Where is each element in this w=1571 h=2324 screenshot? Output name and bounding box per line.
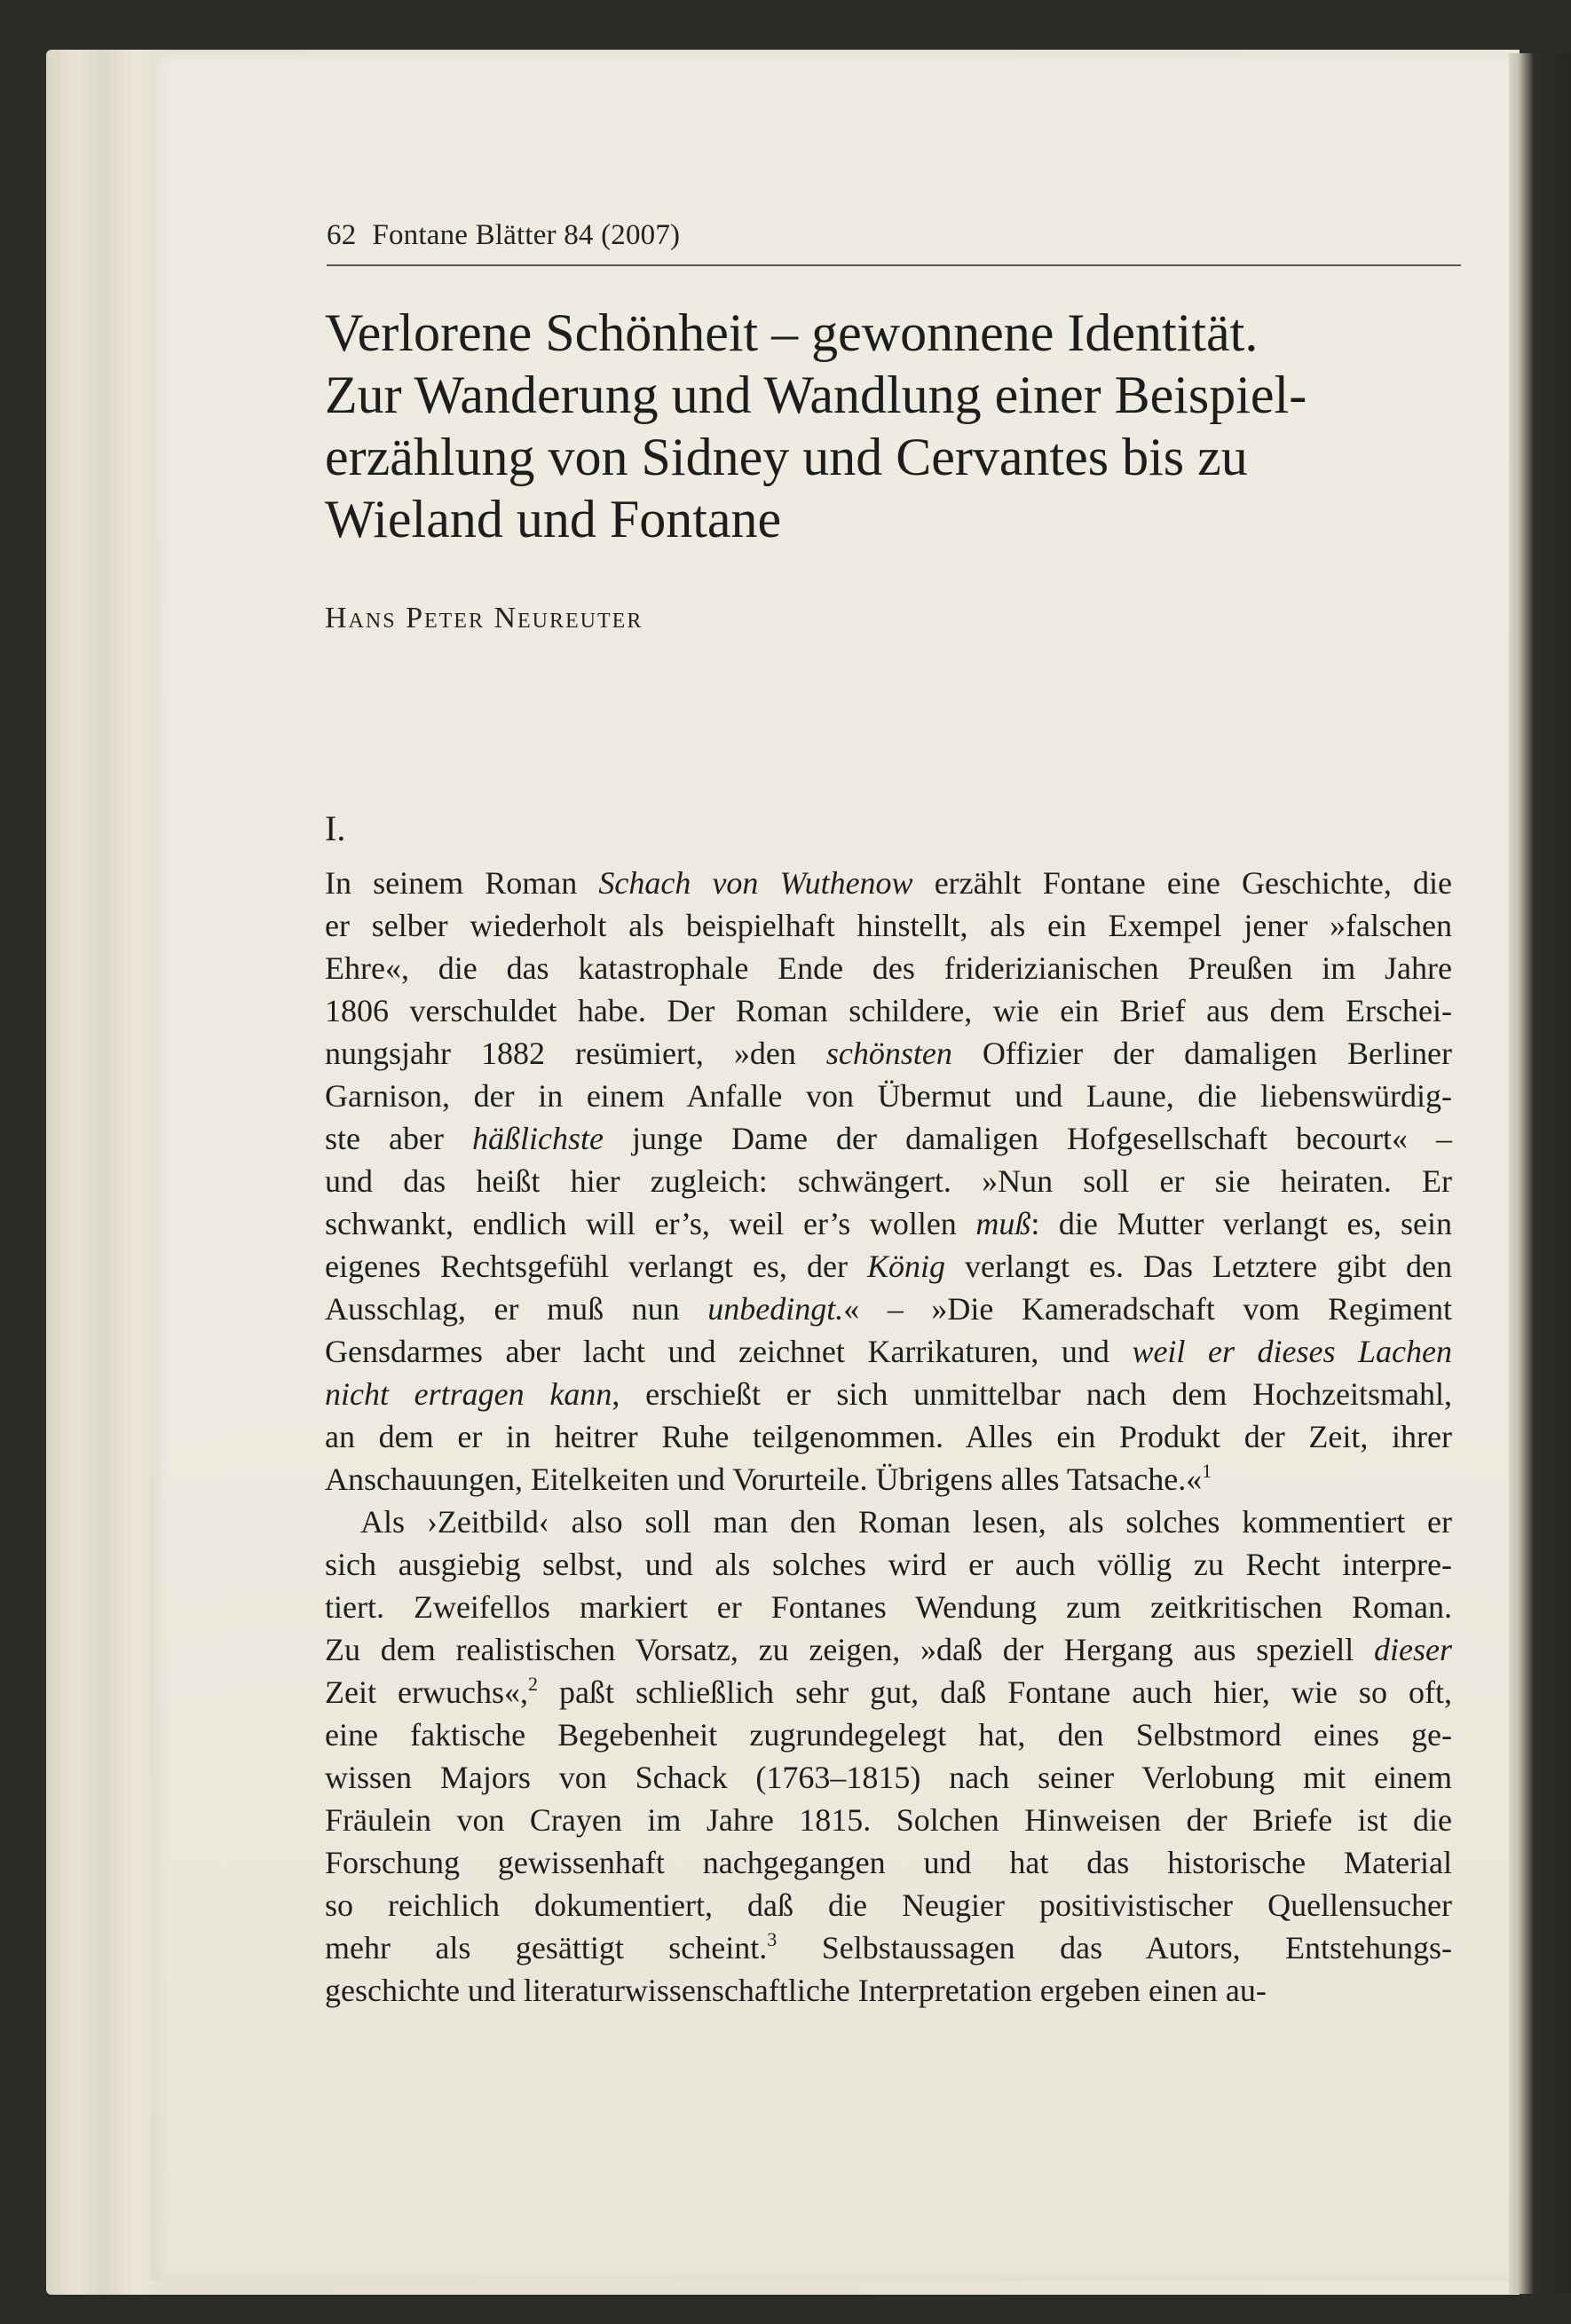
text-line [325,1671,1452,1713]
text-run: Schach von Wuthenow [598,865,913,901]
journal-title: Fontane Blätter 84 (2007) [372,219,681,251]
book-gutter [1509,53,1571,2294]
page-number: 62 [327,219,357,251]
text-run: In seinem Roman [325,865,599,901]
text-run: Gensdarmes aber lacht und zeichnet Karrikaturen, und [325,1334,1133,1369]
text-run: eigenes Rechtsgefühl verlangt es, der [325,1249,867,1284]
text-run: Als ›Zeitbild‹ also soll man den Roman lesen, als solches kommentiert er [360,1504,1452,1540]
text-run: 1806 verschuldet habe. Der Roman schildere, wie ein Brief aus dem Erschei- [325,993,1452,1028]
text-run: Anschauungen, Eitelkeiten und Vorurteile. Übrigens alles Tatsache.« [325,1461,1203,1497]
section-number: I. [325,808,346,848]
text-line [325,947,1452,989]
text-run: verlangt es. Das Letztere gibt den [944,1249,1452,1284]
text-line [325,1075,1452,1117]
text-line [325,1160,1452,1202]
text-run: schönsten [825,1036,952,1071]
title-line: Wieland und Fontane [325,490,782,548]
text-run: Fräulein von Crayen im Jahre 1815. Solchen Hinweisen der Briefe ist die [325,1802,1452,1838]
text-run: junge Dame der damaligen Hofgesellschaft becourt« – [604,1121,1452,1156]
title-line: Verlorene Schönheit – gewonnene Identität. [325,303,1259,362]
text-run: Zu dem realistischen Vorsatz, zu zeigen, »daß der Hergang aus speziell [325,1632,1375,1667]
text-run: : die Mutter verlangt es, sein [1030,1206,1452,1241]
text-run: an dem er in heitrer Ruhe teilgenommen. Alles ein Produkt der Zeit, ihrer [325,1419,1452,1454]
body-text [325,862,1452,2012]
article-title [325,302,1488,550]
text-run: sich ausgiebig selbst, und als solches wird er auch völlig zu Recht interpre- [325,1547,1452,1582]
text-run: muß [975,1206,1031,1241]
title-line: erzählung von Sidney und Cervantes bis zu [325,428,1248,486]
text-line [325,1713,1452,1756]
text-run: erzählt Fontane eine Geschichte, die [912,865,1452,901]
text-run: König [866,1249,945,1284]
text-line [325,1032,1452,1075]
text-run: tiert. Zweifellos markiert er Fontanes Wendung zum zeitkritischen Roman. [325,1589,1452,1625]
text-line [325,862,1452,904]
text-line [325,1543,1452,1586]
text-line [325,1245,1452,1288]
text-run: paßt schließlich sehr gut, daß Fontane auch hier, wie so oft, [538,1674,1452,1710]
text-run: Forschung gewissenhaft nachgegangen und hat das historische Material [325,1845,1452,1880]
text-run: schwankt, endlich will er’s, weil er’s wollen [325,1206,976,1241]
text-run: er selber wiederholt als beispielhaft hinstellt, als ein Exempel jener »falschen [325,908,1452,943]
text-line [325,1586,1452,1628]
text-line [325,1415,1452,1458]
text-run: Garnison, der in einem Anfalle von Übermut und Laune, die liebenswürdig- [325,1078,1452,1114]
text-run: eine faktische Begebenheit zugrundegelegt hat, den Selbstmord eines ge- [325,1717,1452,1753]
text-line [325,1926,1452,1969]
text-run: häßlichste [472,1121,604,1156]
text-run: Ehre«, die das katastrophale Ende des friderizianischen Preußen im Jahre [325,950,1452,986]
text-line [325,1884,1452,1926]
text-line [325,1799,1452,1841]
text-line [325,1841,1452,1884]
text-line [325,1202,1452,1245]
text-run: nicht ertragen kann [325,1376,612,1412]
text-run: mehr als gesättigt scheint. [325,1930,768,1966]
text-run: unbedingt. [707,1291,844,1327]
text-run: , erschießt er sich unmittelbar nach dem Hochzeitsmahl, [612,1376,1452,1412]
text-line [325,1288,1452,1330]
text-line [325,1501,1452,1543]
text-run: Selbstaussagen das Autors, Entstehungs- [777,1930,1453,1966]
text-run: Offizier der damaligen Berliner [951,1036,1452,1071]
text-line [325,989,1452,1032]
text-line [325,1330,1452,1373]
text-run: Ausschlag, er muß nun [325,1291,708,1327]
text-run: Zeit erwuchs«, [325,1674,528,1710]
text-line [325,1969,1452,2012]
text-line [325,1458,1452,1501]
footnote-ref: 2 [528,1673,538,1695]
text-run: nungsjahr 1882 resümiert, »den [325,1036,826,1071]
text-run: « – »Die Kameradschaft vom Regiment [843,1291,1452,1327]
text-run: wissen Majors von Schack (1763–1815) nach seiner Verlobung mit einem [325,1760,1452,1795]
text-line [325,904,1452,947]
text-run: geschichte und literaturwissenschaftliche Interpretation ergeben einen au- [325,1973,1267,2008]
title-line: Zur Wanderung und Wandlung einer Beispiel- [325,366,1307,424]
text-run: ste aber [325,1121,473,1156]
text-line [325,1628,1452,1671]
author-name: Hans Peter Neureuter [325,602,643,634]
text-run: und das heißt hier zugleich: schwängert. »Nun soll er sie heiraten. Er [325,1163,1452,1199]
text-run: dieser [1374,1632,1452,1667]
running-head [327,219,1461,266]
text-line [325,1756,1452,1799]
text-run: so reichlich dokumentiert, daß die Neugier positivistischer Quellensucher [325,1887,1452,1923]
footnote-ref: 3 [767,1928,778,1950]
text-line [325,1117,1452,1160]
footnote-ref: 1 [1202,1460,1212,1482]
text-line [325,1373,1452,1415]
text-run: weil er dieses Lachen [1132,1334,1452,1369]
